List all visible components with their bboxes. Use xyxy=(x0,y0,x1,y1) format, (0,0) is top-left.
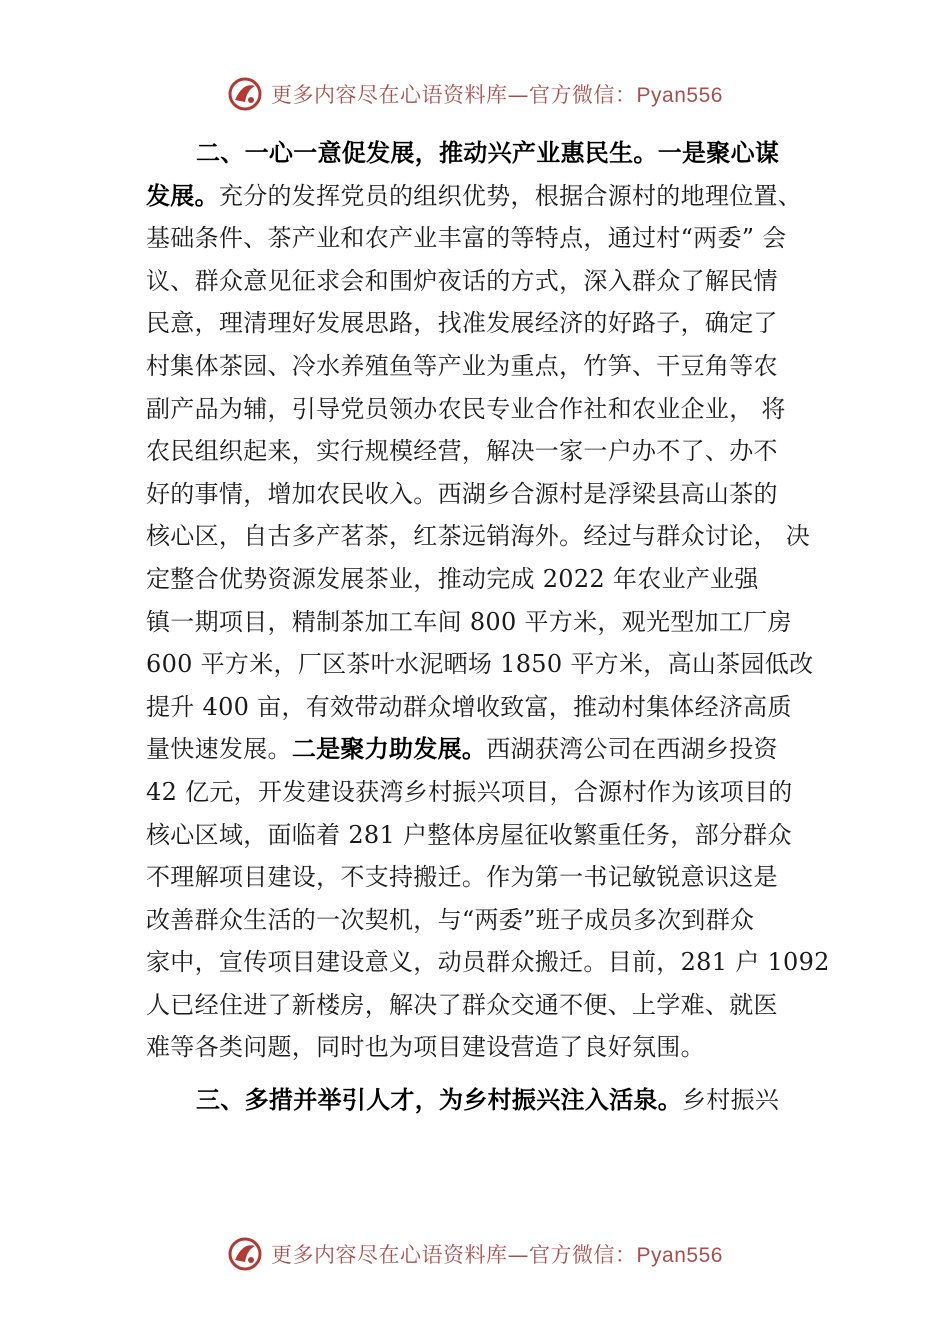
text-line: 定整合优势资源发展茶业，推动完成 2022 年农业产业强 xyxy=(146,564,759,593)
text-line: 三、多措并举引人才，为乡村振兴注入活泉。乡村振兴 xyxy=(196,1086,780,1115)
footer-banner xyxy=(0,1232,950,1276)
text-line: 民意，理清理好发展思路，找准发展经济的好路子，确定了 xyxy=(146,309,778,338)
footer-banner-text: 更多内容尽在心语资料库—官方微信：Pyan556 xyxy=(271,1243,723,1267)
text-line: 好的事情，增加农民收入。西湖乡合源村是浮梁县高山茶的 xyxy=(146,479,778,508)
text-line: 核心区，自古多产茗茶，红茶远销海外。经过与群众讨论， 决 xyxy=(146,522,811,551)
text-line: 镇一期项目，精制茶加工车间 800 平方米，观光型加工厂房 xyxy=(146,607,792,636)
text-line: 基础条件、茶产业和农产业丰富的等特点，通过村“两委” 会 xyxy=(146,224,787,253)
brand-logo-icon xyxy=(227,1236,263,1272)
text-line: 不理解项目建设，不支持搬迁。作为第一书记敏锐意识这是 xyxy=(146,863,778,892)
text-line: 议、群众意见征求会和围炉夜话的方式，深入群众了解民情 xyxy=(146,266,778,295)
document-body xyxy=(146,132,830,1122)
header-banner xyxy=(0,72,950,116)
header-wechat-id: Pyan556 xyxy=(636,84,723,107)
text-line: 量快速发展。二是聚力助发展。西湖获湾公司在西湖乡投资 xyxy=(146,735,778,764)
text-line: 42 亿元，开发建设获湾乡村振兴项目，合源村作为该项目的 xyxy=(146,777,793,806)
text-line: 核心区域，面临着 281 户整体房屋征收繁重任务，部分群众 xyxy=(146,820,792,849)
text-line: 难等各类问题，同时也为项目建设营造了良好氛围。 xyxy=(146,1033,705,1062)
text-line: 村集体茶园、冷水养殖鱼等产业为重点，竹笋、干豆角等农 xyxy=(146,351,778,380)
text-line: 副产品为辅，引导党员领办农民专业合作社和农业企业， 将 xyxy=(146,394,786,423)
header-banner-text: 更多内容尽在心语资料库—官方微信：Pyan556 xyxy=(271,83,723,107)
text-line: 家中，宣传项目建设意义，动员群众搬迁。目前，281 户 1092 xyxy=(146,948,830,977)
text-line: 600 平方米，厂区茶叶水泥晒场 1850 平方米，高山茶园低改 xyxy=(146,650,814,679)
text-line: 改善群众生活的一次契机，与“两委”班子成员多次到群众 xyxy=(146,905,755,934)
text-line: 发展。充分的发挥党员的组织优势，根据合源村的地理位置、 xyxy=(146,181,803,210)
text-line: 农民组织起来，实行规模经营，解决一家一户办不了、办不 xyxy=(146,437,778,466)
text-line: 人已经住进了新楼房，解决了群众交通不便、上学难、就医 xyxy=(146,990,778,1019)
footer-wechat-id: Pyan556 xyxy=(636,1244,723,1267)
brand-logo-icon xyxy=(227,76,263,112)
text-line: 二、一心一意促发展，推动兴产业惠民生。一是聚心谋 xyxy=(196,139,780,167)
text-line: 提升 400 亩，有效带动群众增收致富，推动村集体经济高质 xyxy=(146,692,792,721)
